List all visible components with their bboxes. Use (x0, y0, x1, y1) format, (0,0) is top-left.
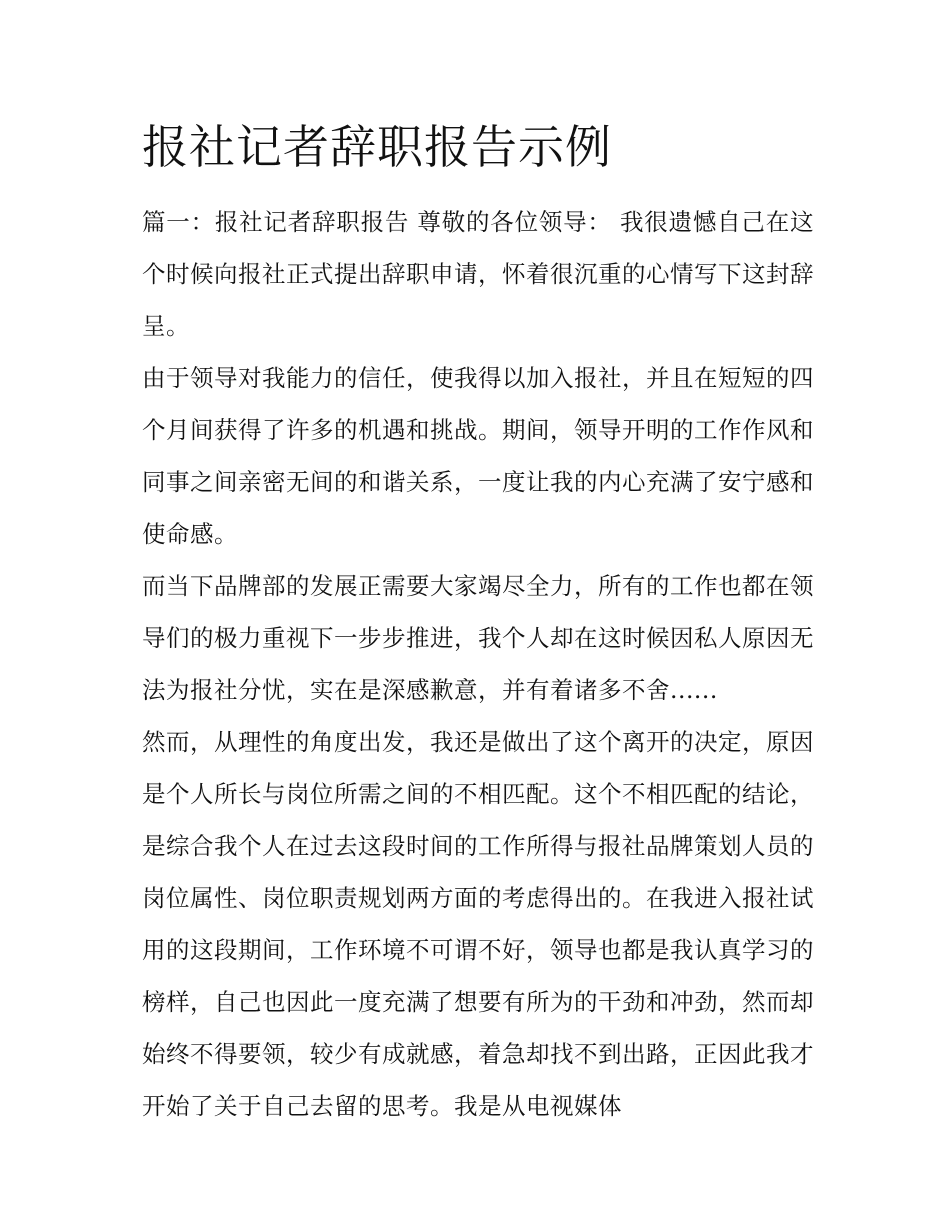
paragraph-reason: 然而，从理性的角度出发，我还是做出了这个离开的决定，原因是个人所长与岗位所需之间的不相匹配。这个不相匹配的结论，是综合我个人在过去这段时间的工作所得与报社品牌策划人员的岗位属性、岗位职责规划两方面的考虑得出的。在我进入报社试用的这段期间，工作环境不可谓不好，领导也都是我认真学习的榜样，自己也因此一度充满了想要有所为的干劲和冲劲，然而却始终不得要领，较少有成就感，着急却找不到出路，正因此我才开始了关于自己去留的思考。我是从电视媒体 (142, 728, 814, 1120)
document-body (142, 112, 814, 1132)
paragraph-salutation: 篇一：报社记者辞职报告 尊敬的各位领导： 我很遗憾自己在这个时候向报社正式提出辞职申请，怀着很沉重的心情写下这封辞呈。 (142, 208, 814, 340)
document-title: 报社记者辞职报告示例 (142, 120, 612, 174)
paragraph-gratitude: 由于领导对我能力的信任，使我得以加入报社，并且在短短的四个月间获得了许多的机遇和挑战。期间，领导开明的工作作风和同事之间亲密无间的和谐关系，一度让我的内心充满了安宁感和使命感。 (142, 364, 814, 548)
paragraph-apology: 而当下品牌部的发展正需要大家竭尽全力，所有的工作也都在领导们的极力重视下一步步推进，我个人却在这时候因私人原因无法为报社分忧，实在是深感歉意，并有着诸多不舍...... (142, 572, 814, 704)
